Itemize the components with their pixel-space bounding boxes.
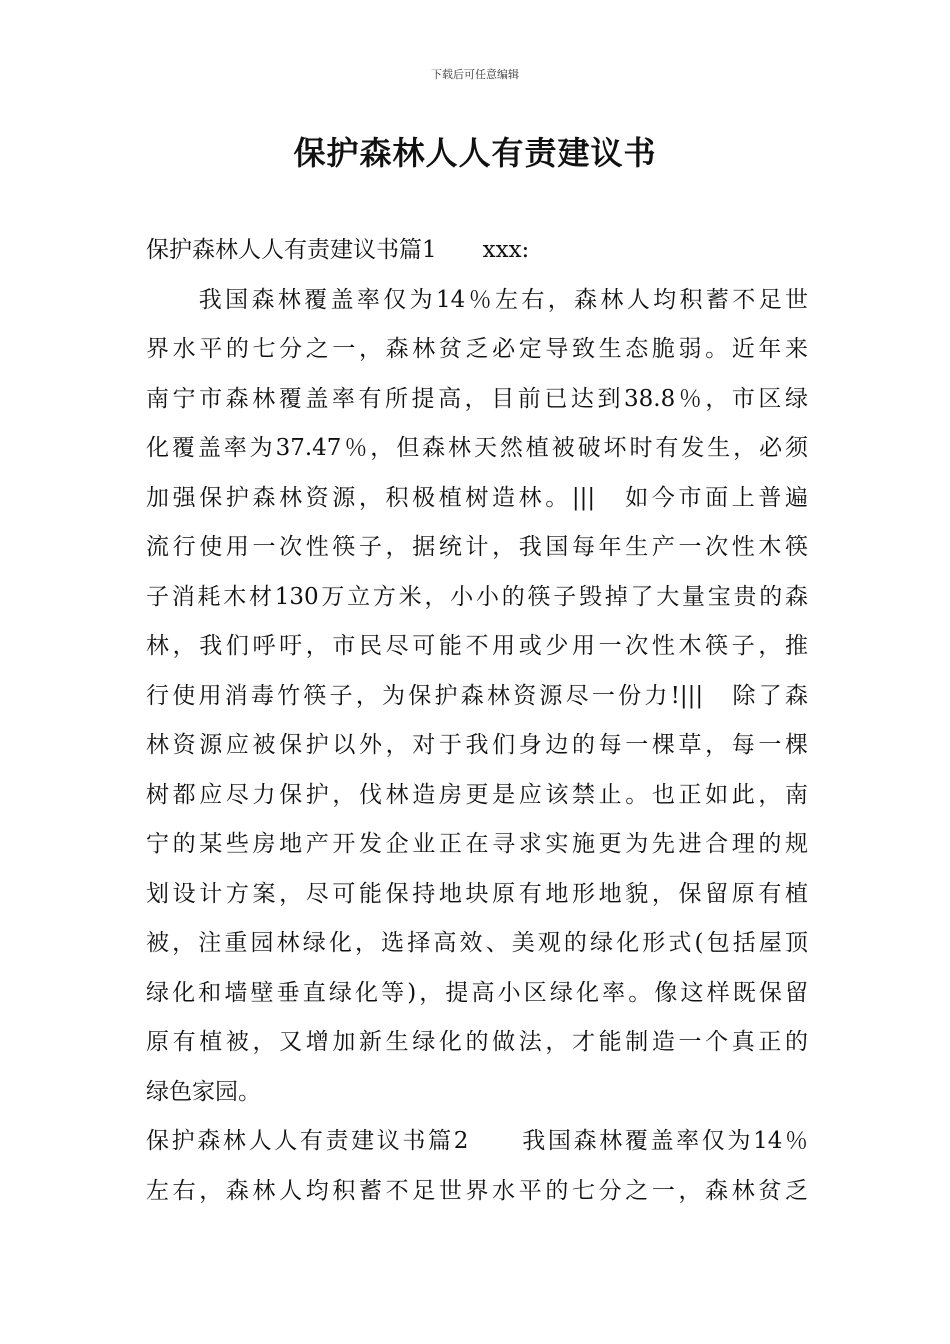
body-line: 被，注重园林绿化，选择高效、美观的绿化形式(包括屋顶	[146, 930, 808, 956]
body-line: 子消耗木材130万立方米，小小的筷子毁掉了大量宝贵的森	[146, 583, 808, 610]
document-body	[146, 226, 808, 1216]
document-title: 保护森林人人有责建议书	[293, 134, 657, 172]
header-note: 下载后可任意编辑	[431, 68, 519, 81]
body-line: 界水平的七分之一，森林贫乏必定导致生态脆弱。近年来	[146, 336, 808, 362]
body-line: 原有植被，又增加新生绿化的做法，才能制造一个真正的	[146, 1029, 808, 1055]
body-line: 划设计方案，尽可能保持地块原有地形地貌，保留原有植	[146, 880, 808, 907]
section-heading-1: 保护森林人人有责建议书篇1 xxx:	[146, 237, 530, 263]
section-heading-2: 保护森林人人有责建议书篇2 我国森林覆盖率仅为14％	[146, 1128, 808, 1154]
body-line: 左右，森林人均积蓄不足世界水平的七分之一，森林贫乏	[146, 1177, 808, 1204]
body-line: 加强保护森林资源，积极植树造林。||| 如今市面上普遍	[146, 484, 808, 511]
body-line: 流行使用一次性筷子，据统计，我国每年生产一次性木筷	[146, 534, 808, 560]
body-line: 林，我们呼吁，市民尽可能不用或少用一次性木筷子，推	[146, 633, 808, 659]
body-line: 宁的某些房地产开发企业正在寻求实施更为先进合理的规	[146, 831, 808, 857]
body-line: 树都应尽力保护，伐林造房更是应该禁止。也正如此，南	[146, 781, 808, 808]
body-line: 我国森林覆盖率仅为14％左右，森林人均积蓄不足世	[146, 286, 808, 313]
body-line: 绿色家园。	[146, 1078, 261, 1105]
body-line: 林资源应被保护以外，对于我们身边的每一棵草，每一棵	[146, 732, 808, 758]
body-line: 化覆盖率为37.47％，但森林天然植被破坏时有发生，必须	[146, 435, 808, 461]
body-line: 南宁市森林覆盖率有所提高，目前已达到38.8％，市区绿	[146, 385, 808, 412]
body-line: 行使用消毒竹筷子，为保护森林资源尽一份力!||| 除了森	[146, 682, 808, 709]
body-line: 绿化和墙壁垂直绿化等)，提高小区绿化率。像这样既保留	[146, 979, 808, 1006]
